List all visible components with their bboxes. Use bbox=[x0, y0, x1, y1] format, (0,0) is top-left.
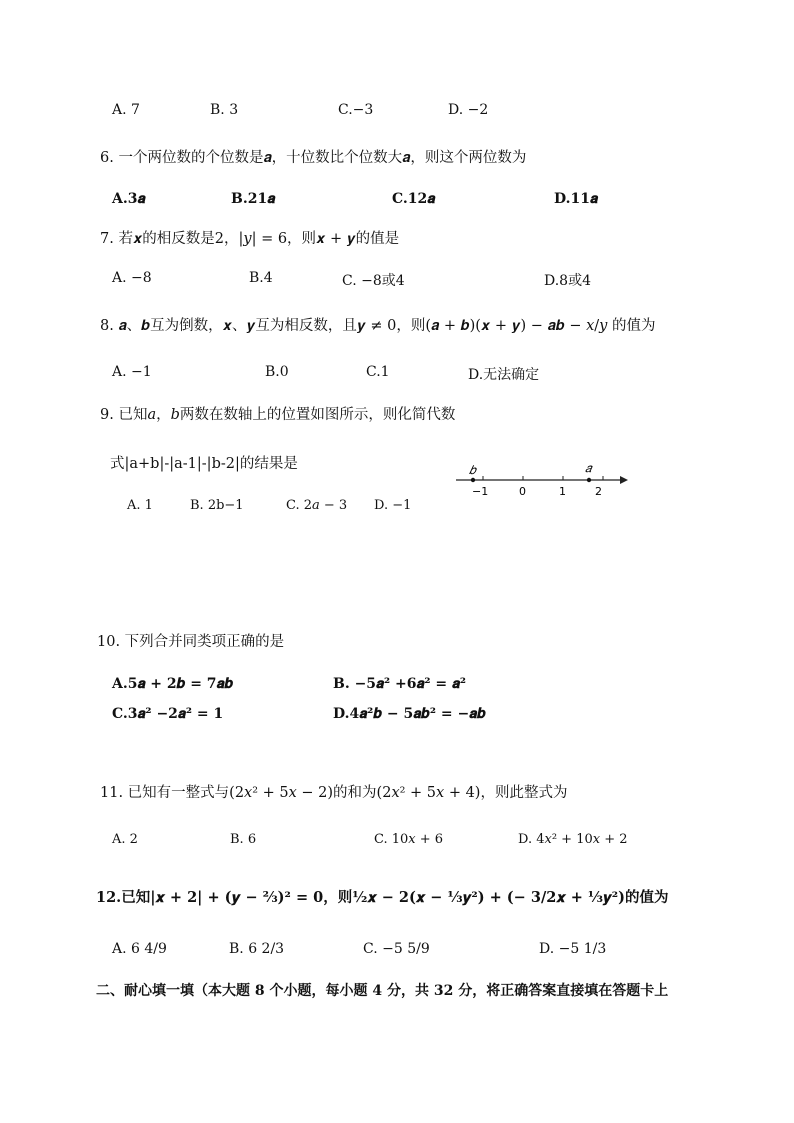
q6-stem: 6. 一个两位数的个位数是𝒂，十位数比个位数大𝒂，则这个两位数为 bbox=[100, 150, 527, 166]
tick-label-0: 0 bbox=[519, 485, 526, 498]
section2-title: 二、耐心填一填（本大题 8 个小题，每小题 4 分，共 32 分，将正确答案直接填在答题卡上 bbox=[96, 983, 669, 999]
q11-stem: 11. 已知有一整式与(2𝑥² + 5𝑥 − 2)的和为(2𝑥² + 5𝑥 + 4)，则此整式为 bbox=[100, 785, 568, 801]
tick-label-neg1: −1 bbox=[472, 485, 489, 498]
point-b bbox=[471, 478, 475, 482]
q12-option-b: B. 6 2/3 bbox=[229, 941, 285, 957]
tick-label-1: 1 bbox=[559, 485, 566, 498]
q10-option-a: A.5𝒂 + 2𝒃 = 7𝒂𝒃 bbox=[112, 676, 234, 692]
q8-option-b: B.0 bbox=[265, 364, 289, 380]
q9-option-b: B. 2b−1 bbox=[190, 498, 244, 513]
q10-option-b: B. −5𝒂² +6𝒂² = 𝒂² bbox=[333, 676, 467, 692]
q5-option-d: D. −2 bbox=[448, 102, 489, 118]
point-b-label: 𝑏 bbox=[469, 463, 476, 477]
number-line-diagram bbox=[450, 456, 640, 500]
point-a-label: 𝑎 bbox=[585, 461, 592, 475]
q6-option-d: D.11𝒂 bbox=[554, 191, 598, 207]
q11-option-b: B. 6 bbox=[230, 832, 257, 847]
q12-option-d: D. −5 1/3 bbox=[539, 941, 607, 957]
q9-option-a: A. 1 bbox=[127, 498, 153, 513]
q6-option-a: A.3𝒂 bbox=[112, 191, 146, 207]
q9-stem-line2: 式|a+b|-|a-1|-|b-2|的结果是 bbox=[110, 456, 298, 472]
q5-option-c: C.−3 bbox=[338, 102, 374, 118]
q12-option-c: C. −5 5/9 bbox=[363, 941, 430, 957]
q10-option-d: D.4𝒂²𝒃 − 5𝒂𝒃² = −𝒂𝒃 bbox=[333, 706, 486, 722]
number-line-arrow bbox=[620, 476, 628, 484]
q7-option-d: D.8或4 bbox=[544, 273, 591, 289]
q8-option-c: C.1 bbox=[366, 364, 390, 380]
q5-option-a: A. 7 bbox=[112, 102, 140, 118]
q9-option-d: D. −1 bbox=[374, 498, 412, 513]
q11-option-a: A. 2 bbox=[112, 832, 138, 847]
q6-option-c: C.12𝒂 bbox=[392, 191, 436, 207]
q12-stem: 12.已知|𝒙 + 2| + (𝒚 − ⅔)² = 0，则½𝒙 − 2(𝒙 − ⅓𝒚²) + (− 3/2𝒙 + ⅓𝒚²)的值为 bbox=[96, 889, 669, 906]
q8-option-d: D.无法确定 bbox=[468, 367, 540, 383]
q7-option-a: A. −8 bbox=[112, 270, 152, 286]
q9-option-c: C. 2𝑎 − 3 bbox=[286, 498, 348, 513]
q11-option-c: C. 10𝑥 + 6 bbox=[374, 832, 444, 847]
q12-option-a: A. 6 4/9 bbox=[112, 941, 167, 957]
q7-option-b: B.4 bbox=[249, 270, 273, 286]
q6-option-b: B.21𝒂 bbox=[231, 191, 276, 207]
q11-option-d: D. 4𝑥² + 10𝑥 + 2 bbox=[518, 832, 628, 847]
q10-option-c: C.3𝒂² −2𝒂² = 1 bbox=[112, 706, 224, 722]
q7-option-c: C. −8或4 bbox=[342, 273, 405, 289]
q8-stem: 8. 𝒂、𝒃互为倒数，𝒙、𝒚互为相反数，且𝒚 ≠ 0，则(𝒂 + 𝒃)(𝒙 + 𝒚) − 𝒂𝒃 − 𝑥/𝑦 的值为 bbox=[100, 318, 656, 334]
point-a bbox=[587, 478, 591, 482]
q8-option-a: A. −1 bbox=[112, 364, 152, 380]
q10-stem: 10. 下列合并同类项正确的是 bbox=[97, 634, 285, 650]
q5-option-b: B. 3 bbox=[210, 102, 239, 118]
q9-stem-line1: 9. 已知𝑎，𝑏两数在数轴上的位置如图所示，则化简代数 bbox=[100, 407, 456, 423]
tick-label-2: 2 bbox=[595, 485, 602, 498]
q7-stem: 7. 若𝒙的相反数是2，|𝑦| = 6，则𝒙 + 𝒚的值是 bbox=[100, 231, 400, 247]
